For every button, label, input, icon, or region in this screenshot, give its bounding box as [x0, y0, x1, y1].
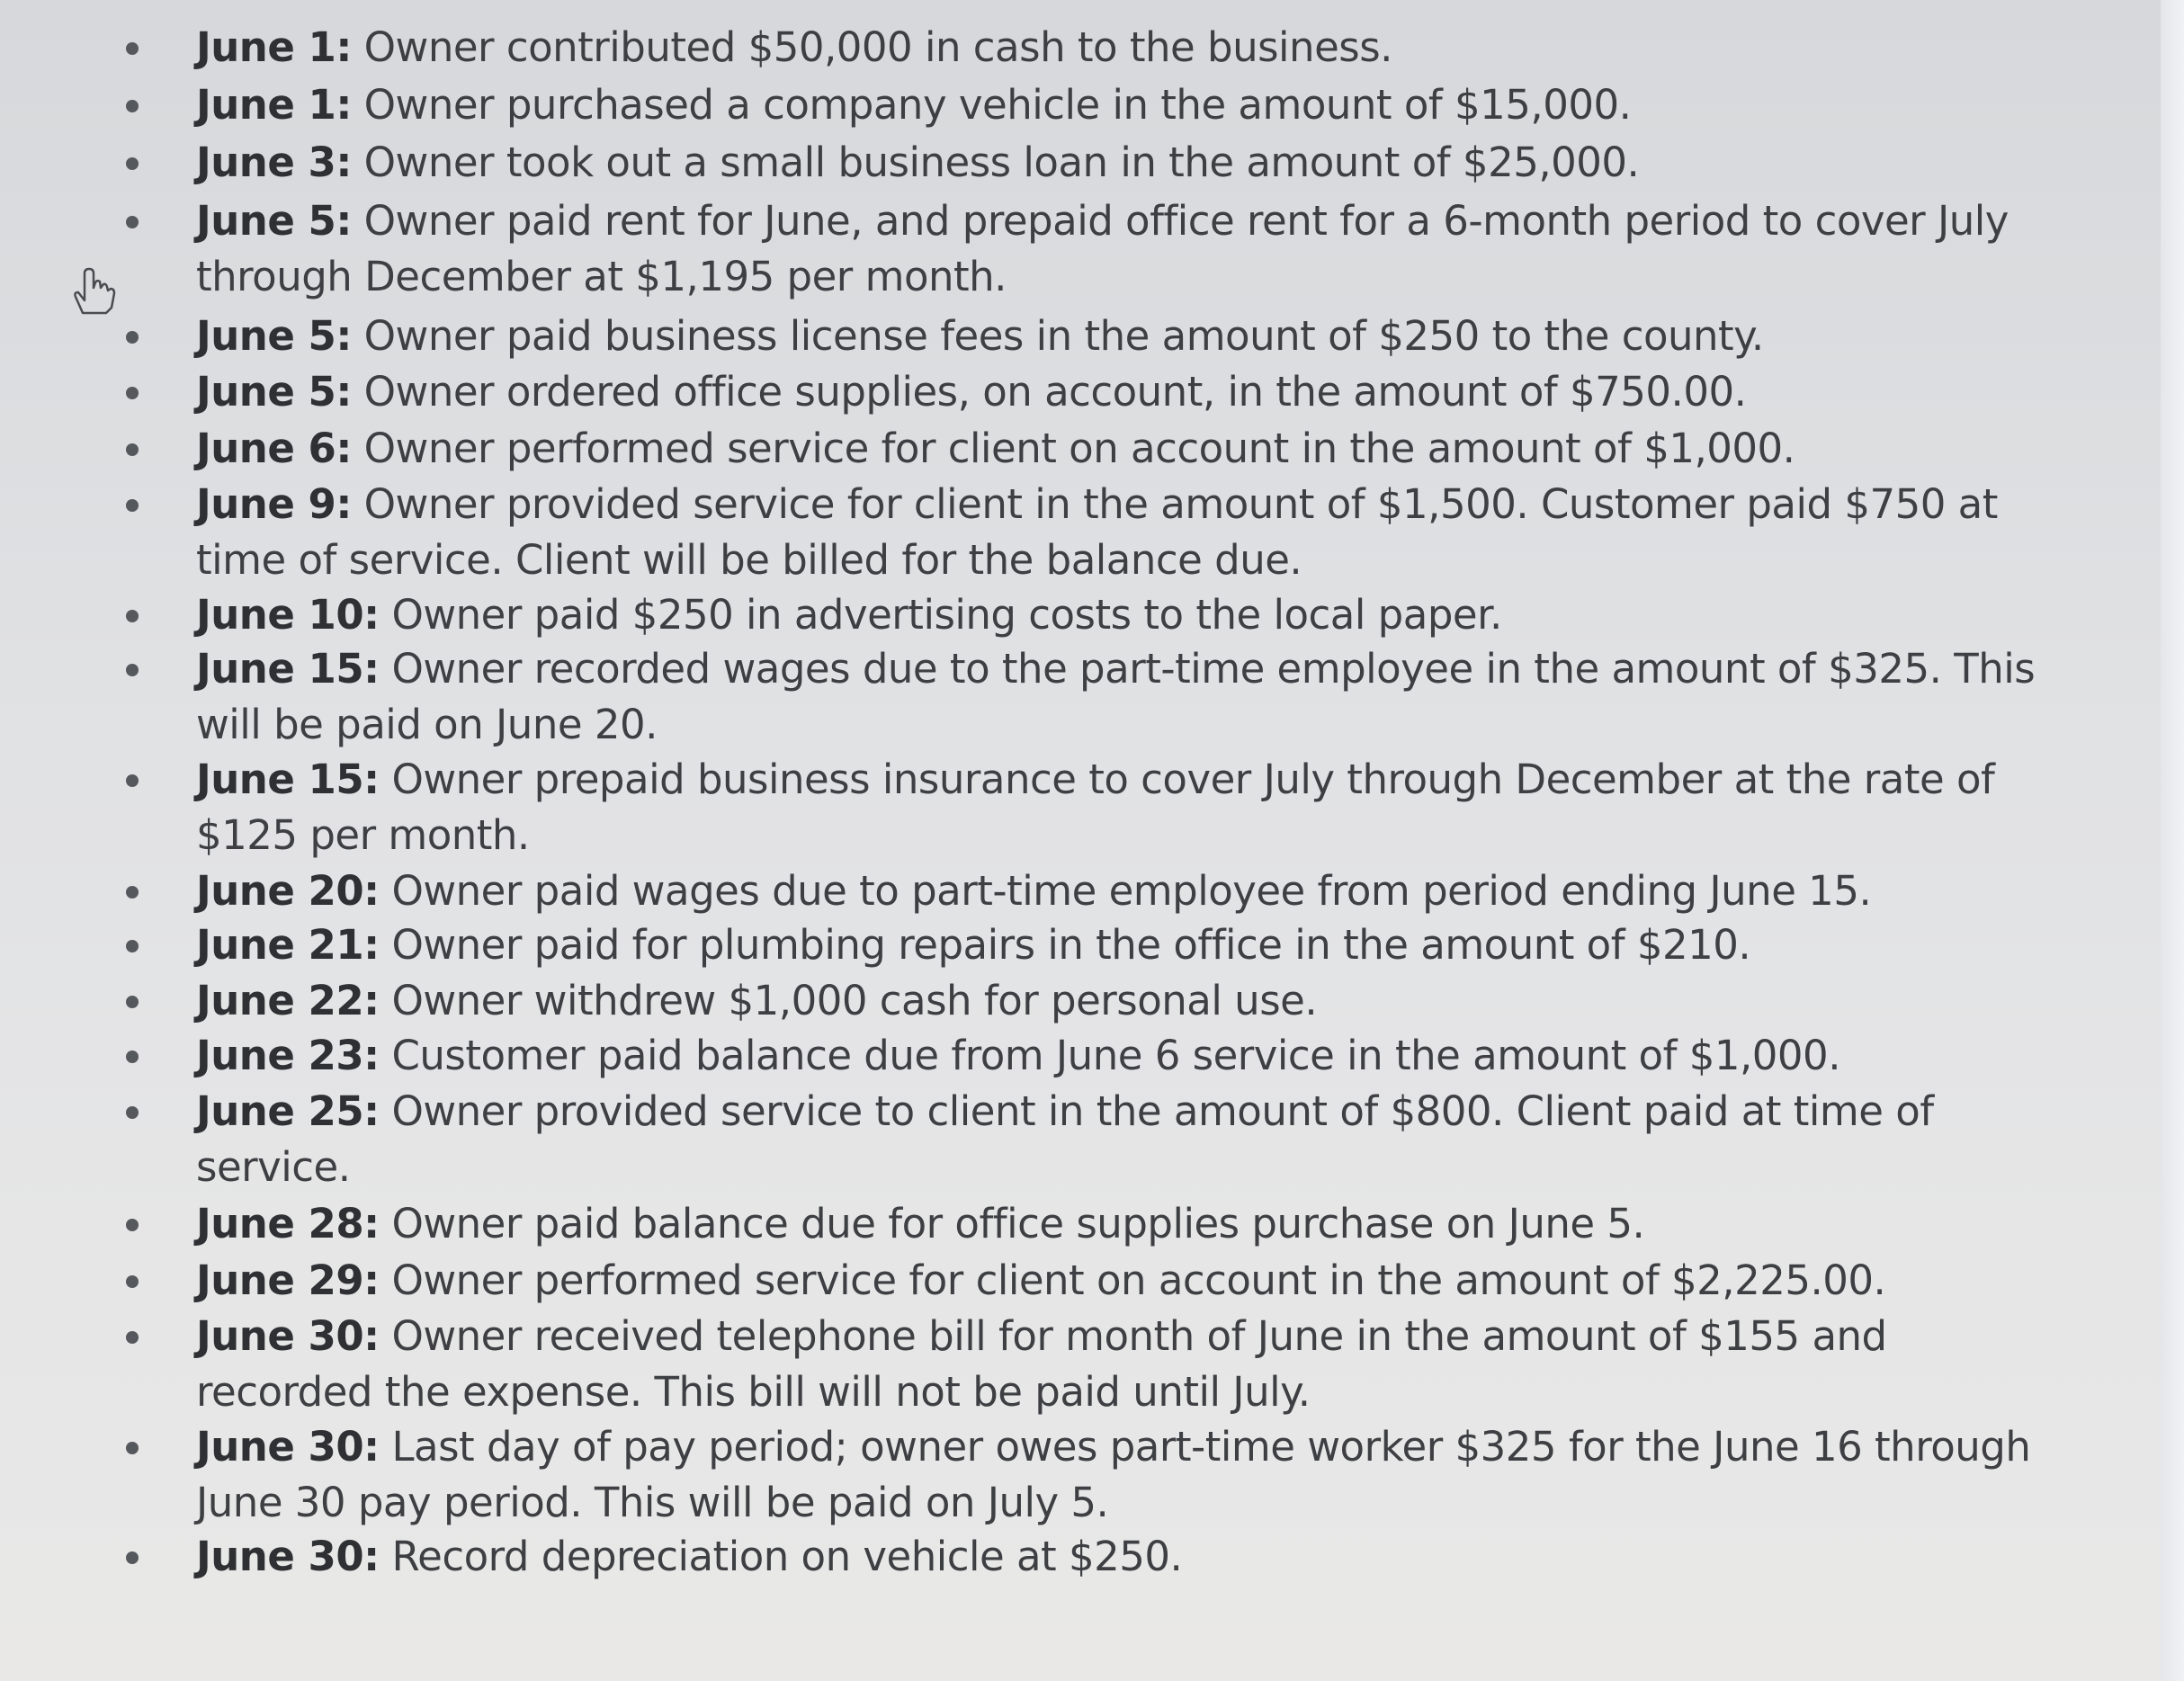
bullet-point [126, 157, 139, 170]
transaction-line [196, 308, 1851, 364]
bullet-point [126, 664, 139, 676]
transaction-description: Owner purchased a company vehicle in the amount of $15,000. [363, 81, 1632, 129]
transaction-item [196, 641, 2036, 753]
bullet-point [126, 1275, 139, 1288]
bullet-point [126, 1331, 139, 1344]
transaction-item [196, 1084, 1934, 1195]
transaction-date: June 5: [196, 368, 352, 416]
transaction-item [196, 135, 1851, 191]
transaction-date: June 28: [196, 1200, 380, 1247]
transaction-line [196, 863, 1872, 919]
transaction-description: Owner paid business license fees in the amount of $250 to the county. [363, 312, 1764, 360]
transaction-date: June 15: [196, 645, 380, 693]
hand-pointer-icon [63, 261, 121, 318]
transaction-description: time of service. Client will be billed for the balance due. [196, 536, 1302, 584]
transaction-item [196, 752, 1995, 863]
bullet-point [126, 216, 139, 228]
transaction-description: service. [196, 1143, 351, 1191]
transaction-date: June 1: [196, 81, 352, 129]
transaction-date: June 20: [196, 867, 380, 915]
bullet-point [126, 940, 139, 952]
transaction-description: Owner provided service to client in the amount of $800. Client paid at time of [391, 1087, 1934, 1135]
transaction-item [196, 308, 1851, 364]
transaction-description: through December at $1,195 per month. [196, 253, 1007, 300]
transaction-description: Owner took out a small business loan in the amount of $25,000. [363, 139, 1640, 186]
transaction-line [196, 1028, 1851, 1084]
bullet-point [126, 1106, 139, 1119]
transaction-date: June 6: [196, 425, 352, 472]
transaction-description: $125 per month. [196, 811, 530, 859]
transaction-line [196, 1084, 1934, 1140]
bullet-point [126, 100, 139, 112]
transaction-description: Owner paid balance due for office supplies purchase on June 5. [391, 1200, 1645, 1247]
transaction-description: Owner prepaid business insurance to cover July through December at the rate of [391, 756, 1995, 803]
transaction-date: June 22: [196, 977, 380, 1024]
transaction-item [196, 917, 1851, 973]
bullet-point [126, 1551, 139, 1564]
transaction-item [196, 364, 1851, 420]
transaction-line [196, 808, 1851, 863]
transaction-description: Owner performed service for client on account in the amount of $1,000. [363, 425, 1795, 472]
transaction-description: Owner ordered office supplies, on account, in the amount of $750.00. [363, 368, 1747, 416]
transaction-line [196, 1309, 1887, 1364]
transaction-date: June 23: [196, 1032, 380, 1079]
transaction-line [196, 1140, 1851, 1195]
transaction-item [196, 1309, 1887, 1420]
bullet-point [126, 443, 139, 456]
transaction-date: June 30: [196, 1312, 380, 1360]
transaction-description: Owner paid $250 in advertising costs to the local paper. [391, 591, 1502, 639]
transaction-date: June 15: [196, 756, 380, 803]
transaction-date: June 3: [196, 139, 352, 186]
transaction-line [196, 77, 1851, 133]
transaction-description: June 30 pay period. This will be paid on July 5. [196, 1479, 1109, 1526]
transaction-date: June 10: [196, 591, 380, 639]
bullet-point [126, 1442, 139, 1454]
bullet-point [126, 1219, 139, 1231]
transaction-description: Owner received telephone bill for month of June in the amount of $155 and [391, 1312, 1887, 1360]
transaction-line [196, 917, 1851, 973]
transaction-date: June 30: [196, 1533, 380, 1580]
transaction-description: Owner provided service for client in the amount of $1,500. Customer paid $750 at [363, 480, 1998, 528]
bullet-point [126, 499, 139, 512]
transaction-item [196, 1028, 1851, 1084]
transaction-line [196, 697, 1851, 753]
transaction-line [196, 249, 1851, 305]
transaction-description: Customer paid balance due from June 6 service in the amount of $1,000. [391, 1032, 1840, 1079]
transaction-description: Owner withdrew $1,000 cash for personal use. [391, 977, 1318, 1024]
transaction-line [196, 1364, 1851, 1420]
transaction-item [196, 421, 1851, 477]
bullet-point [126, 886, 139, 899]
transaction-line [196, 421, 1851, 477]
transaction-item [196, 193, 2009, 305]
transaction-description: Owner paid for plumbing repairs in the office in the amount of $210. [391, 921, 1751, 969]
bullet-point [126, 387, 139, 399]
transaction-date: June 30: [196, 1423, 380, 1471]
transaction-item [196, 863, 1872, 919]
transaction-line [196, 973, 1851, 1029]
transaction-line [196, 1196, 1851, 1252]
transaction-description: Owner contributed $50,000 in cash to the business. [363, 23, 1392, 71]
transaction-item [196, 77, 1851, 133]
transaction-description: Owner recorded wages due to the part-time employee in the amount of $325. This [391, 645, 2036, 693]
transaction-line [196, 752, 1995, 808]
transaction-item [196, 587, 1851, 643]
transaction-line [196, 532, 1851, 588]
transaction-line [196, 641, 2036, 697]
transaction-line [196, 1529, 1851, 1585]
transaction-date: June 1: [196, 23, 352, 71]
transaction-item [196, 973, 1851, 1029]
transaction-line [196, 1419, 2031, 1475]
bullet-point [126, 1051, 139, 1063]
transaction-line [196, 364, 1851, 420]
transaction-description: Record depreciation on vehicle at $250. [391, 1533, 1183, 1580]
transaction-line [196, 135, 1851, 191]
transaction-description: Owner paid rent for June, and prepaid office rent for a 6-month period to cover July [363, 197, 2009, 245]
transaction-line [196, 1475, 1851, 1531]
transaction-description: Last day of pay period; owner owes part-time worker $325 for the June 16 through [391, 1423, 2031, 1471]
bullet-point [126, 331, 139, 344]
transaction-date: June 21: [196, 921, 380, 969]
bullet-point [126, 996, 139, 1008]
transaction-item [196, 20, 1851, 76]
transaction-item [196, 1419, 2031, 1531]
transaction-item [196, 1529, 1851, 1585]
transaction-description: recorded the expense. This bill will not be paid until July. [196, 1368, 1311, 1416]
bullet-point [126, 610, 139, 622]
bullet-point [126, 42, 139, 55]
transaction-line [196, 193, 2009, 249]
transaction-date: June 29: [196, 1256, 380, 1304]
transaction-description: Owner paid wages due to part-time employee from period ending June 15. [391, 867, 1872, 915]
transaction-date: June 5: [196, 197, 352, 245]
transaction-date: June 25: [196, 1087, 380, 1135]
transaction-line [196, 587, 1851, 643]
bullet-point [126, 774, 139, 787]
transaction-item [196, 1196, 1851, 1252]
transaction-line [196, 20, 1851, 76]
transaction-line [196, 1253, 1886, 1309]
transaction-description: will be paid on June 20. [196, 701, 658, 748]
transaction-line [196, 477, 1998, 532]
transaction-description: Owner performed service for client on account in the amount of $2,225.00. [391, 1256, 1886, 1304]
window-edge [2161, 0, 2184, 1681]
transaction-item [196, 1253, 1886, 1309]
transaction-item [196, 477, 1998, 588]
transaction-date: June 9: [196, 480, 352, 528]
transaction-date: June 5: [196, 312, 352, 360]
